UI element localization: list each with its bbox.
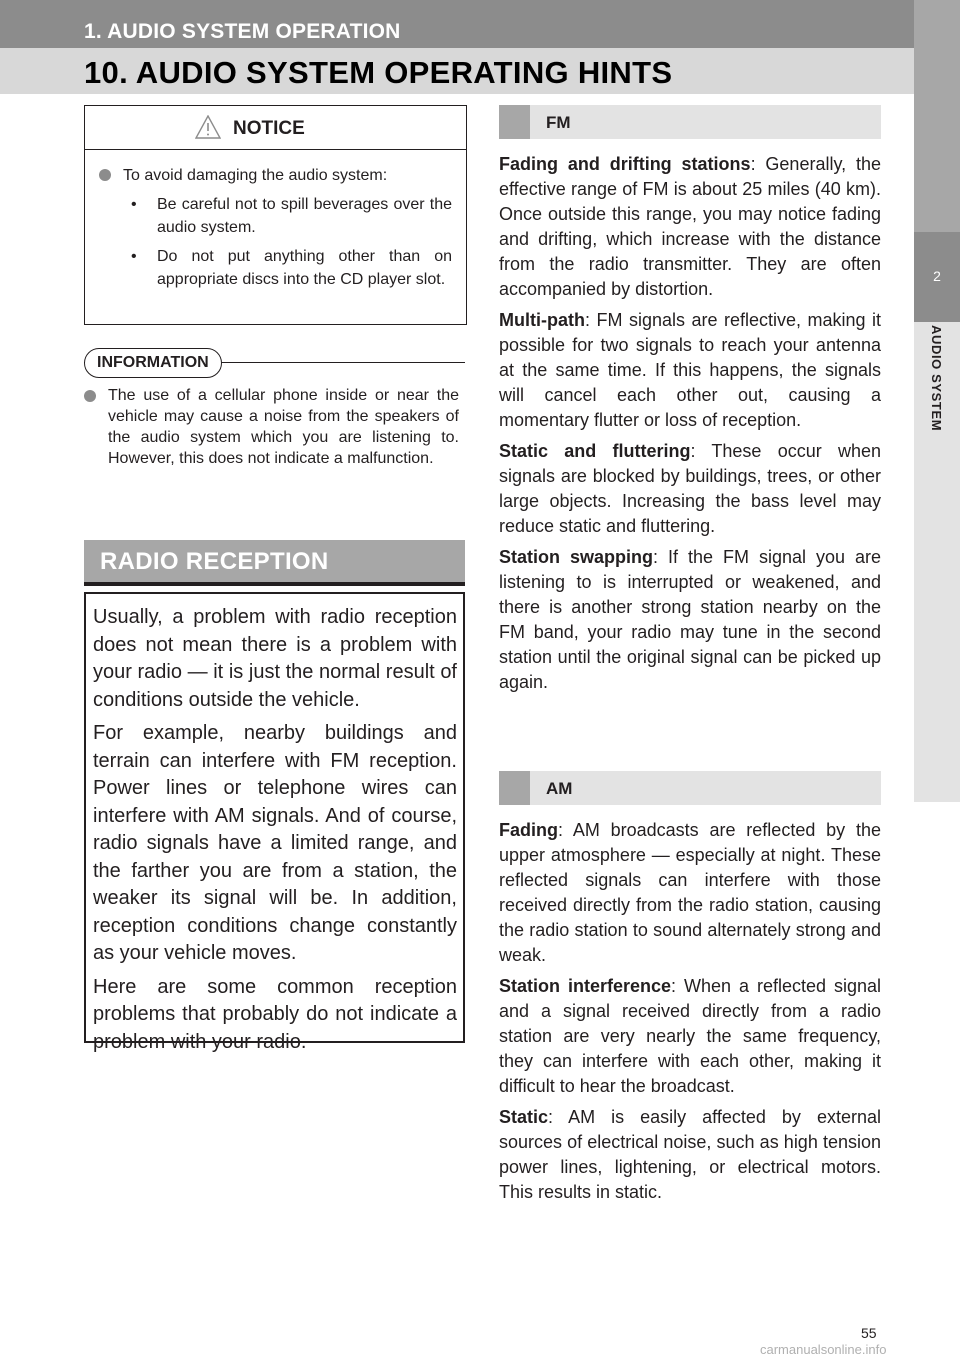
bullet-mark-icon: • <box>131 248 137 265</box>
radio-reception-box <box>84 592 465 1053</box>
information-label: INFORMATION <box>84 348 222 378</box>
am-item-term: Static <box>499 1107 549 1127</box>
fm-item <box>499 439 881 539</box>
notice-header <box>85 106 466 150</box>
section-title: 1. AUDIO SYSTEM OPERATION <box>84 20 401 43</box>
am-header-mark <box>499 771 530 805</box>
notice-subitem-text: Be careful not to spill beverages over the audio system. <box>157 196 452 236</box>
watermark: carmanualsonline.info <box>760 1342 887 1357</box>
fm-title: FM <box>546 113 571 132</box>
fm-item-text: : If the FM signal you are listening to is interrupted or weakened, and there is another strong station nearby on the FM band, your radio may tune in the second station until the original signal can be picked up again. <box>499 547 881 692</box>
fm-item <box>499 308 881 433</box>
radio-paragraph: Here are some common reception problems that probably do not indicate a problem with your radio. <box>93 975 457 1053</box>
am-content <box>499 818 881 1211</box>
bullet-dot-icon <box>99 169 111 181</box>
fm-item-term: Static and fluttering <box>499 441 691 461</box>
am-item-text: : AM is easily affected by external sources of electrical noise, such as high tension power lines, lightening, or electrical motors. This results in static. <box>499 1107 881 1202</box>
side-tab-label: AUDIO SYSTEM <box>929 325 944 432</box>
side-tab-number: 2 <box>914 232 960 322</box>
information-text: The use of a cellular phone inside or near the vehicle may cause a noise from the speakers of the audio system which you are listening to. However, this does not indicate a malfunction. <box>108 387 459 467</box>
fm-item-term: Multi-path <box>499 310 585 330</box>
information-bullet <box>84 385 459 469</box>
am-title: AM <box>546 779 573 798</box>
fm-item-term: Fading and drifting stations <box>499 154 751 174</box>
page-number: 55 <box>861 1325 877 1341</box>
fm-header <box>499 105 881 139</box>
bullet-mark-icon: • <box>131 196 137 213</box>
fm-item-text: : FM signals are reflective, making it possible for two signals to reach your antenna at the same time. If this happens, the signals will cancel each other out, causing a momentary flutter or loss of reception. <box>499 310 881 430</box>
fm-item <box>499 545 881 695</box>
notice-subitem <box>131 193 452 239</box>
am-item-term: Station interference <box>499 976 672 996</box>
fm-content <box>499 152 881 701</box>
am-header <box>499 771 881 805</box>
am-item <box>499 818 881 968</box>
am-item-term: Fading <box>499 820 558 840</box>
radio-paragraph: For example, nearby buildings and terrain can interfere with FM reception. Power lines or telephone wires can interfere with AM signals. And of course, radio signals have a limited range, and the farther you are from a station, the weaker its signal will be. In addition, reception conditions change constantly as your vehicle moves. <box>93 722 457 964</box>
notice-body <box>85 150 466 291</box>
bullet-dot-icon <box>84 390 96 402</box>
am-item-text: : AM broadcasts are reflected by the upper atmosphere — especially at night. These reflected signals can interfere with those received directly from the radio station, causing the radio station to sound alternately strong and weak. <box>499 820 881 965</box>
notice-title: NOTICE <box>233 118 305 139</box>
fm-header-mark <box>499 105 530 139</box>
information-body <box>84 385 459 469</box>
notice-subitem-text: Do not put anything other than on appropriate discs into the CD player slot. <box>157 248 452 288</box>
notice-box <box>84 105 467 325</box>
am-item <box>499 974 881 1099</box>
am-item <box>499 1105 881 1205</box>
radio-reception-header <box>84 540 465 586</box>
warning-icon <box>195 115 221 139</box>
notice-bullet-text: To avoid damaging the audio system: <box>123 167 388 184</box>
fm-item-text: : Generally, the effective range of FM is about 25 miles (40 km). Once outside this range, you may notice fading and drifting, which increase with the distance from the radio transmitter. They are often accompanied by distortion. <box>499 154 881 299</box>
radio-paragraph: Usually, a problem with radio reception does not mean there is a problem with your radio — it is just the normal result of conditions outside the vehicle. <box>93 606 457 711</box>
fm-item-text: : These occur when signals are blocked by buildings, trees, or other large objects. Increasing the bass level may reduce static and fluttering. <box>499 441 881 536</box>
side-tab-top <box>914 0 960 232</box>
fm-item <box>499 152 881 302</box>
am-item-text: : When a reflected signal and a signal received directly from a radio station are very nearly the same frequency, they can interfere with each other, making it difficult to hear the broadcast. <box>499 976 881 1096</box>
fm-item-term: Station swapping <box>499 547 653 567</box>
page-title: 10. AUDIO SYSTEM OPERATING HINTS <box>84 55 673 90</box>
notice-subitem <box>131 245 452 291</box>
radio-reception-title: RADIO RECEPTION <box>100 548 329 575</box>
notice-bullet <box>99 164 452 291</box>
